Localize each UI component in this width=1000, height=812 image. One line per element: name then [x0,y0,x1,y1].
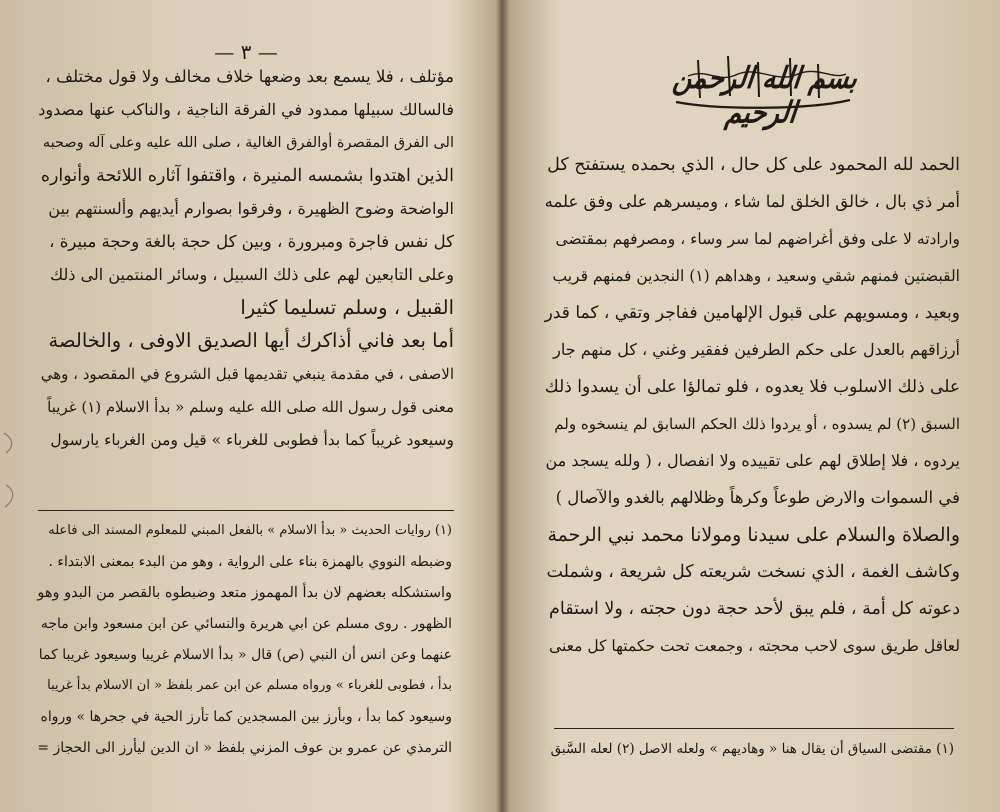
text-line: وبعيد ، ومسويهم على قبول الإلهامين ففاجر وتقي ، كما قدر [544,303,960,323]
margin-annotation-icon [0,425,24,515]
right-page [508,0,1000,812]
text-line: مؤتلف ، فلا يسمع بعد وضعها خلاف مخالف ولا قول مختلف ، [45,67,454,86]
text-line: الحمد لله المحمود على كل حال ، الذي بحمده يستفتح كل [547,155,960,175]
text-line: القبضتين فمنهم شقي وسعيد ، وهداهم (١) النجدين فمنهم قريب [552,267,960,285]
footnote-line: الظهور . روى مسلم عن ابي هريرة والنسائي عن ابن مسعود وابن ماجه [40,616,452,632]
footnote-separator [38,510,454,511]
text-line: الذين اهتدوا بشمسه المنيرة ، واقتفوا آثاره اللائحة وأنواره [40,166,454,186]
text-line: أما بعد فاني أذاكرك أيها الصديق الاوفى ، والخالصة [48,329,454,352]
footnote-line: (١) روايات الحديث « بدأ الاسلام » بالفعل المبني للمعلوم المسند الى فاعله [48,523,452,538]
left-page [0,0,492,812]
footnote-line: واستشكله بعضهم لان بدأ المهموز متعد وضبطوه بالقصر من البدو وهو [37,585,452,601]
text-line: يردوه ، فلا إطلاق لهم على تقييده ولا انفصال ، ( ولله يسجد من [545,451,960,470]
footnote-separator [554,728,954,729]
text-line: الى الفرق المقصرة أوالفرق الغالية ، صلى الله عليه وعلى آله وصحبه [42,135,454,151]
footnote-line: الترمذي عن عمرو بن عوف المزني بلفظ « ان الدين ليأرز الى الحجاز = [37,740,452,756]
text-line: القبيل ، وسلم تسليما كثيرا [240,296,454,319]
page-number: — ٣ — [214,40,278,64]
text-line: أرزاقهم بالعدل على حكم الطرفين ففقير وغني ، كل منهم جار [553,340,960,359]
text-line: على ذلك الاسلوب فلا يعدوه ، فلو تمالؤا على أن يسدوا ذلك [544,377,960,397]
text-line: كل نفس فاجرة ومبرورة ، وبين كل حجة بالغة وحجة مبيرة ، [49,232,454,251]
text-line: السبق (٢) لم يسدوه ، أو يردوا ذلك الحكم السابق لم ينسخوه ولم [554,415,960,433]
text-line: والصلاة والسلام على سيدنا ومولانا محمد نبي الرحمة [547,524,960,546]
text-line: وعلى التابعين لهم على ذلك السبيل ، وسائر المنتمين الى ذلك [50,265,454,284]
footnote-line: بدأ ، فطوبى للغرباء » ورواه مسلم عن ابن عمر بلفظ « ان الاسلام بدأ غريبا [47,678,452,693]
text-line: وكاشف الغمة ، الذي نسخت شريعته كل شريعة ، وشملت [546,562,960,582]
text-line: في السموات والارض طوعاً وكرهاً وظلالهم بالغدو والآصال ) [555,488,960,507]
text-line: معنى قول رسول الله صلى الله عليه وسلم « بدأ الاسلام (١) غريباً [47,398,454,416]
text-line: أمر ذي بال ، خالق الخلق لما شاء ، وميسرهم على وفق علمه [544,192,960,211]
footnote-line: وضبطه النووي بالهمزة بناء على الرواية ، وهو من البدء بمعنى الابتداء . [48,554,452,570]
footnote-line: وسيعود كما بدأ ، وبأرز بين المسجدين كما تأرز الحية في جحرها » ورواه [40,709,452,725]
basmala-calligraphy: بسم الله الرحمن الرحيم [658,50,868,120]
text-line: الواضحة وضوح الظهيرة ، وفرقوا بصوارم أيديهم وألسنتهم بين [48,199,454,218]
text-line: دعوته كل أمة ، فلم يبق لأحد حجة دون حجته ، ولا استقام [549,599,960,619]
text-line: الاصفى ، في مقدمة ينبغي تقديمها قبل الشروع في المقصود ، وهي [40,365,454,383]
text-line: فالسالك سبيلها ممدود في الفرقة الناجية ، والناكب عنها مصدود [38,100,454,119]
footnote-line: عنهما وعن انس أن النبي (ص) قال « بدأ الاسلام غريبا وسيعود غريبا كما [38,647,452,663]
footnote-line: (١) مقتضى السياق أن يقال هنا « وهاديهم » ولعله الاصل (٢) لعله السَّبق [550,741,954,757]
text-line: لعاقل طريق سوى لاحب محجته ، وجمعت تحت حكمتها كل معنى [549,637,960,655]
text-line: وسيعود غريباً كما بدأ فطوبى للغرباء » قيل ومن الغرباء يارسول [50,431,454,449]
text-line: وارادته لا على وفق أغراضهم لما سر وساء ، ومصرفهم بمقتضى [555,230,960,248]
